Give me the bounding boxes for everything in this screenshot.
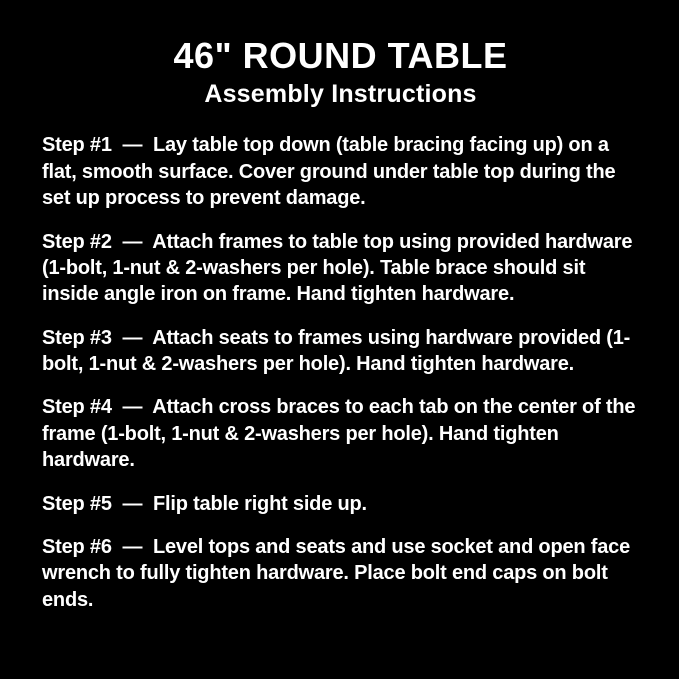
step-3: Step #3 — Attach seats to frames using hardware provided (1-bolt, 1-nut & 2-washers per hole). Hand tighten hardware. — [42, 326, 631, 376]
step-2: Step #2 — Attach frames to table top using provided hardware (1-bolt, 1-nut & 2-washers per hole). Table brace should sit inside angle iron on frame. Hand tighten hardware. — [42, 230, 638, 306]
step-4: Step #4 — Attach cross braces to each tab on the center of the frame (1-bolt, 1-nut & 2-washers per hole). Hand tighten hardware. — [42, 396, 641, 472]
page-title: 46" ROUND TABLE — [173, 35, 508, 76]
step-6: Step #6 — Level tops and seats and use socket and open face wrench to fully tighten hardware. Place bolt end caps on bolt ends. — [42, 536, 636, 611]
steps-list — [42, 132, 639, 613]
page-subtitle: Assembly Instructions — [204, 79, 477, 108]
step-1: Step #1 — Lay table top down (table bracing facing up) on a flat, smooth surface. Cover ground under table top during the set up process to prevent damage. — [42, 134, 621, 210]
step-5: Step #5 — Flip table right side up. — [42, 492, 367, 515]
